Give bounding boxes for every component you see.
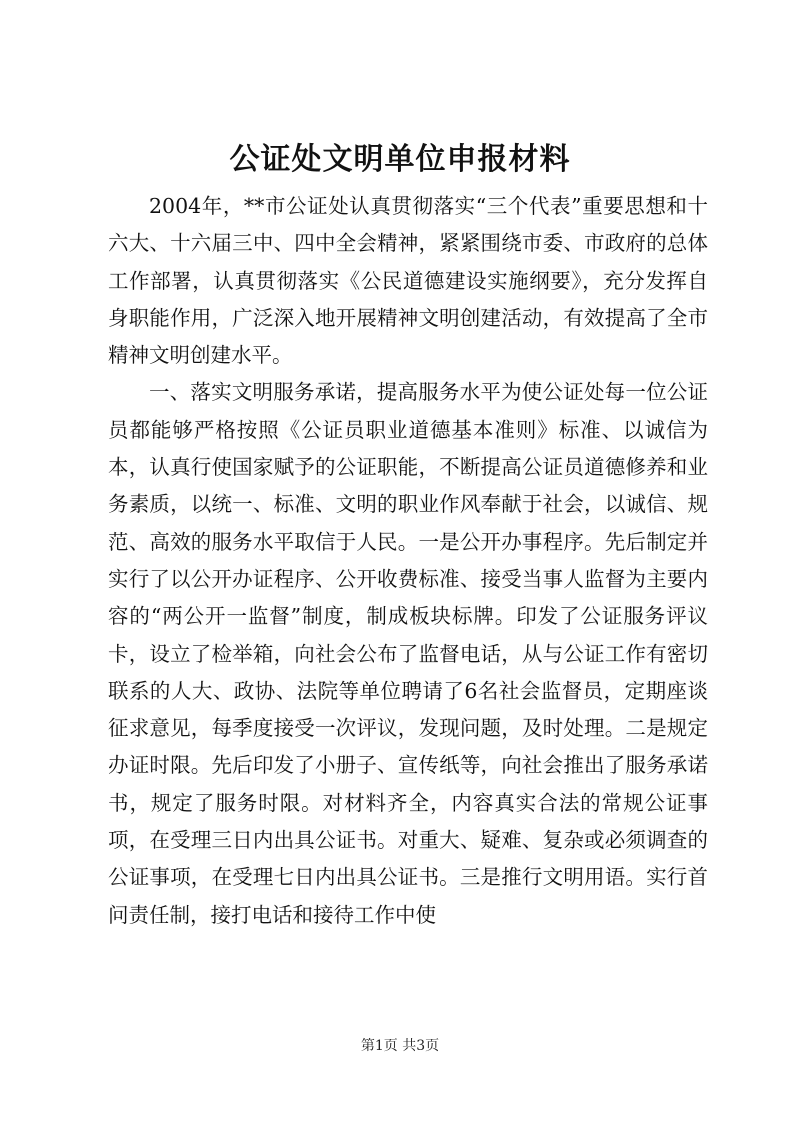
page-footer: 第1页 共3页 — [360, 1038, 440, 1054]
paragraph-intro: 2004年，**市公证处认真贯彻落实“三个代表”重要思想和十六大、十六届三中、四中全会精神，紧紧围绕市委、市政府的总体工作部署，认真贯彻落实《公民道德建设实施纲要》，充分发挥自身职能作用，广泛深入地开展精神文明创建活动，有效提高了全市精神文明创建水平。 — [108, 194, 708, 368]
paragraph-section-one: 一、落实文明服务承诺，提高服务水平为使公证处每一位公证员都能够严格按照《公证员职业道德基本准则》标准、以诚信为本，认真行使国家赋予的公证职能，不断提高公证员道德修养和业务素质，以统一、标准、文明的职业作风奉献于社会，以诚信、规范、高效的服务水平取信于人民。一是公开办事程序。先后制定并实行了以公开办证程序、公开收费标准、接受当事人监督为主要内容的“两公开一监督”制度，制成板块标牌。印发了公证服务评议卡，设立了检举箱，向社会公布了监督电话，从与公证工作有密切联系的人大、政协、法院等单位聘请了6名社会监督员，定期座谈征求意见，每季度接受一次评议，发现问题，及时处理。二是规定办证时限。先后印发了小册子、宣传纸等，向社会推出了服务承诺书，规定了服务时限。对材料齐全，内容真实合法的常规公证事项，在受理三日内出具公证书。对重大、疑难、复杂或必须调查的公证事项，在受理七日内出具公证书。三是推行文明用语。实行首问责任制，接打电话和接待工作中使 — [108, 380, 708, 927]
document-title: 公证处文明单位申报材料 — [229, 142, 571, 177]
document-body — [108, 188, 708, 934]
